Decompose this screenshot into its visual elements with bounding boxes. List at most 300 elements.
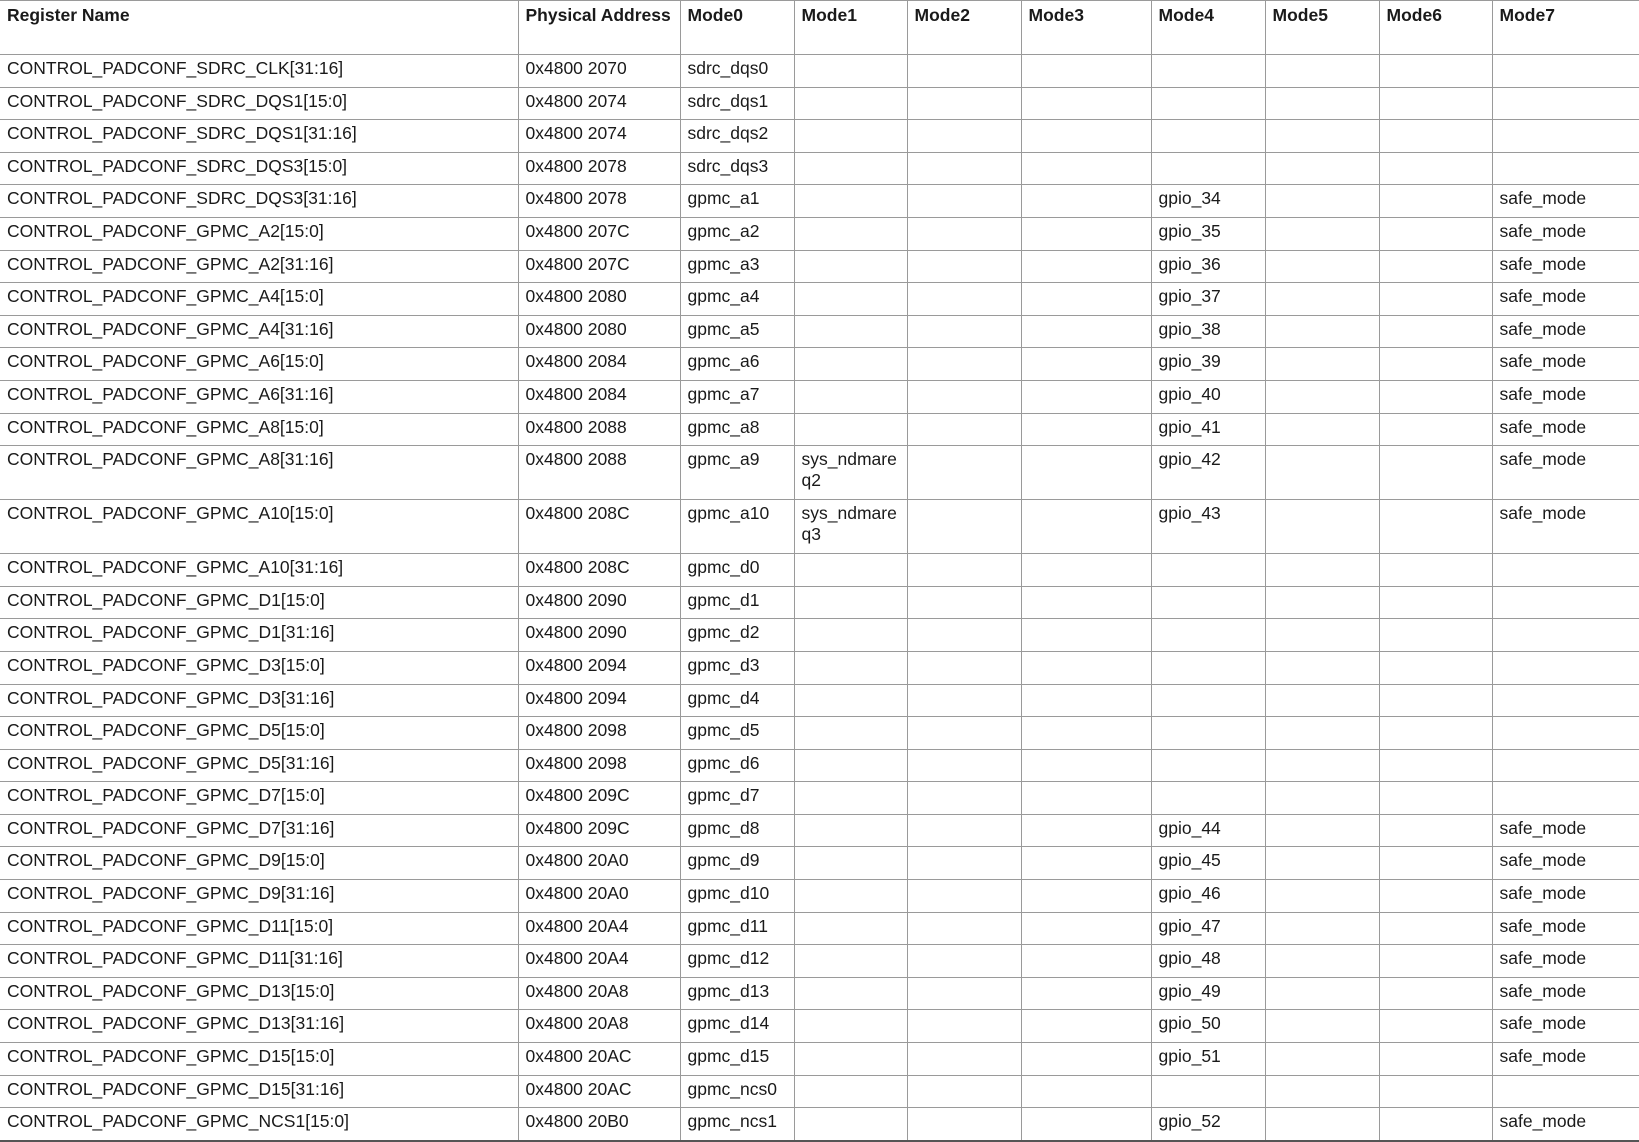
mode6-cell [1379,87,1492,120]
mode4-cell [1151,717,1265,750]
mode1-cell [794,152,907,185]
physical-address-cell: 0x4800 20A4 [518,945,680,978]
mode2-cell [907,1010,1021,1043]
table-row [0,880,1639,913]
mode2-cell [907,717,1021,750]
mode4-cell: gpio_44 [1151,814,1265,847]
physical-address-cell: 0x4800 2094 [518,651,680,684]
register-name-cell: CONTROL_PADCONF_SDRC_DQS1[31:16] [0,120,518,153]
register-name-cell: CONTROL_PADCONF_GPMC_D15[31:16] [0,1075,518,1108]
mode3-cell [1021,554,1151,587]
mode1-cell [794,1075,907,1108]
mode2-cell [907,1043,1021,1076]
register-name-cell: CONTROL_PADCONF_GPMC_A4[31:16] [0,315,518,348]
table-row [0,348,1639,381]
register-name-cell: CONTROL_PADCONF_GPMC_A8[15:0] [0,413,518,446]
mode0-cell: gpmc_d0 [680,554,794,587]
table-row [0,1075,1639,1108]
register-name-cell: CONTROL_PADCONF_GPMC_D7[31:16] [0,814,518,847]
mode2-cell [907,380,1021,413]
mode2-cell [907,847,1021,880]
mode7-cell [1492,717,1639,750]
table-row [0,977,1639,1010]
register-name-cell: CONTROL_PADCONF_GPMC_D11[15:0] [0,912,518,945]
mode2-cell [907,413,1021,446]
register-name-cell: CONTROL_PADCONF_GPMC_D5[15:0] [0,717,518,750]
mode3-cell [1021,912,1151,945]
mode1-cell [794,782,907,815]
mode7-cell: safe_mode [1492,446,1639,500]
mode1-cell [794,413,907,446]
mode0-cell: gpmc_d12 [680,945,794,978]
physical-address-cell: 0x4800 207C [518,217,680,250]
mode7-cell: safe_mode [1492,814,1639,847]
mode4-cell: gpio_37 [1151,283,1265,316]
mode0-cell: gpmc_a5 [680,315,794,348]
physical-address-cell: 0x4800 20A8 [518,977,680,1010]
physical-address-cell: 0x4800 20B0 [518,1108,680,1141]
register-name-cell: CONTROL_PADCONF_SDRC_DQS1[15:0] [0,87,518,120]
mode2-cell [907,912,1021,945]
mode7-cell [1492,684,1639,717]
mode3-cell [1021,446,1151,500]
mode2-cell [907,348,1021,381]
mode5-cell [1265,749,1379,782]
mode7-cell [1492,782,1639,815]
register-name-cell: CONTROL_PADCONF_GPMC_D5[31:16] [0,749,518,782]
mode6-cell [1379,500,1492,554]
mode6-cell [1379,977,1492,1010]
mode7-cell [1492,55,1639,88]
mode4-cell [1151,684,1265,717]
mode4-cell: gpio_35 [1151,217,1265,250]
mode0-cell: gpmc_d2 [680,619,794,652]
mode4-cell [1151,55,1265,88]
table-row [0,717,1639,750]
mode3-cell [1021,217,1151,250]
mode7-cell [1492,554,1639,587]
header-mode4: Mode4 [1151,1,1265,55]
mode1-cell [794,217,907,250]
physical-address-cell: 0x4800 2098 [518,749,680,782]
mode5-cell [1265,554,1379,587]
mode7-cell [1492,152,1639,185]
mode4-cell [1151,152,1265,185]
register-name-cell: CONTROL_PADCONF_GPMC_D15[15:0] [0,1043,518,1076]
mode7-cell: safe_mode [1492,315,1639,348]
mode3-cell [1021,619,1151,652]
mode1-cell: sys_ndmareq3 [794,500,907,554]
mode2-cell [907,283,1021,316]
physical-address-cell: 0x4800 2074 [518,120,680,153]
mode6-cell [1379,1010,1492,1043]
mode1-cell [794,1043,907,1076]
mode5-cell [1265,500,1379,554]
mode1-cell [794,945,907,978]
mode5-cell [1265,814,1379,847]
mode5-cell [1265,1043,1379,1076]
mode0-cell: gpmc_a4 [680,283,794,316]
mode7-cell: safe_mode [1492,847,1639,880]
mode0-cell: gpmc_a7 [680,380,794,413]
table-row [0,847,1639,880]
mode3-cell [1021,651,1151,684]
mode1-cell [794,185,907,218]
mode5-cell [1265,1075,1379,1108]
mode4-cell: gpio_49 [1151,977,1265,1010]
mode1-cell [794,880,907,913]
mode5-cell [1265,651,1379,684]
mode1-cell [794,619,907,652]
mode4-cell: gpio_41 [1151,413,1265,446]
mode3-cell [1021,380,1151,413]
mode2-cell [907,120,1021,153]
table-row [0,1010,1639,1043]
register-name-cell: CONTROL_PADCONF_SDRC_DQS3[31:16] [0,185,518,218]
mode7-cell: safe_mode [1492,500,1639,554]
mode0-cell: gpmc_ncs1 [680,1108,794,1141]
table-header [0,1,1639,55]
mode1-cell [794,651,907,684]
mode7-cell: safe_mode [1492,250,1639,283]
mode4-cell: gpio_34 [1151,185,1265,218]
mode4-cell: gpio_46 [1151,880,1265,913]
mode6-cell [1379,945,1492,978]
mode3-cell [1021,152,1151,185]
mode5-cell [1265,684,1379,717]
mode0-cell: sdrc_dqs3 [680,152,794,185]
mode1-cell [794,749,907,782]
mode0-cell: sdrc_dqs1 [680,87,794,120]
mode0-cell: gpmc_a9 [680,446,794,500]
register-name-cell: CONTROL_PADCONF_GPMC_D3[15:0] [0,651,518,684]
mode6-cell [1379,651,1492,684]
mode1-cell [794,912,907,945]
mode4-cell: gpio_39 [1151,348,1265,381]
mode0-cell: gpmc_d5 [680,717,794,750]
mode3-cell [1021,120,1151,153]
mode4-cell: gpio_52 [1151,1108,1265,1141]
mode3-cell [1021,315,1151,348]
mode2-cell [907,185,1021,218]
mode3-cell [1021,717,1151,750]
mode5-cell [1265,185,1379,218]
mode6-cell [1379,586,1492,619]
mode5-cell [1265,912,1379,945]
mode7-cell: safe_mode [1492,945,1639,978]
mode6-cell [1379,1043,1492,1076]
mode4-cell: gpio_36 [1151,250,1265,283]
mode6-cell [1379,446,1492,500]
mode6-cell [1379,152,1492,185]
mode1-cell [794,87,907,120]
table-row [0,619,1639,652]
mode2-cell [907,554,1021,587]
mode5-cell [1265,348,1379,381]
mode6-cell [1379,348,1492,381]
register-name-cell: CONTROL_PADCONF_GPMC_A2[31:16] [0,250,518,283]
mode4-cell [1151,120,1265,153]
mode4-cell: gpio_47 [1151,912,1265,945]
mode2-cell [907,880,1021,913]
table-row [0,554,1639,587]
register-name-cell: CONTROL_PADCONF_GPMC_A6[15:0] [0,348,518,381]
table-row [0,315,1639,348]
mode4-cell [1151,554,1265,587]
mode2-cell [907,619,1021,652]
mode3-cell [1021,847,1151,880]
mode0-cell: gpmc_a6 [680,348,794,381]
table-row [0,1043,1639,1076]
mode6-cell [1379,315,1492,348]
mode7-cell: safe_mode [1492,283,1639,316]
mode0-cell: gpmc_a8 [680,413,794,446]
register-name-cell: CONTROL_PADCONF_GPMC_D9[31:16] [0,880,518,913]
physical-address-cell: 0x4800 20A0 [518,880,680,913]
mode0-cell: gpmc_d9 [680,847,794,880]
mode6-cell [1379,880,1492,913]
physical-address-cell: 0x4800 2088 [518,413,680,446]
mode4-cell [1151,586,1265,619]
table-row [0,87,1639,120]
table-body [0,55,1639,1141]
mode2-cell [907,945,1021,978]
mode3-cell [1021,1108,1151,1141]
mode0-cell: gpmc_ncs0 [680,1075,794,1108]
table-row [0,283,1639,316]
mode6-cell [1379,619,1492,652]
physical-address-cell: 0x4800 20A4 [518,912,680,945]
register-name-cell: CONTROL_PADCONF_GPMC_A10[31:16] [0,554,518,587]
mode7-cell [1492,651,1639,684]
register-name-cell: CONTROL_PADCONF_GPMC_A8[31:16] [0,446,518,500]
mode2-cell [907,250,1021,283]
mode5-cell [1265,1108,1379,1141]
mode0-cell: gpmc_d11 [680,912,794,945]
mode5-cell [1265,847,1379,880]
mode2-cell [907,1108,1021,1141]
mode3-cell [1021,250,1151,283]
mode6-cell [1379,847,1492,880]
mode3-cell [1021,55,1151,88]
mode1-cell [794,380,907,413]
physical-address-cell: 0x4800 209C [518,782,680,815]
physical-address-cell: 0x4800 208C [518,500,680,554]
mode4-cell: gpio_51 [1151,1043,1265,1076]
mode2-cell [907,87,1021,120]
mode5-cell [1265,413,1379,446]
mode3-cell [1021,1043,1151,1076]
mode1-cell [794,348,907,381]
physical-address-cell: 0x4800 2084 [518,348,680,381]
physical-address-cell: 0x4800 208C [518,554,680,587]
mode2-cell [907,782,1021,815]
mode5-cell [1265,880,1379,913]
mode4-cell: gpio_50 [1151,1010,1265,1043]
header-row [0,1,1639,55]
physical-address-cell: 0x4800 20A8 [518,1010,680,1043]
mode3-cell [1021,586,1151,619]
mode7-cell: safe_mode [1492,217,1639,250]
table-row [0,500,1639,554]
mode5-cell [1265,55,1379,88]
mode1-cell [794,554,907,587]
mode3-cell [1021,945,1151,978]
mode6-cell [1379,717,1492,750]
mode3-cell [1021,814,1151,847]
mode5-cell [1265,120,1379,153]
mode6-cell [1379,120,1492,153]
mode5-cell [1265,782,1379,815]
register-name-cell: CONTROL_PADCONF_GPMC_A2[15:0] [0,217,518,250]
mode3-cell [1021,87,1151,120]
mode4-cell [1151,782,1265,815]
mode4-cell: gpio_43 [1151,500,1265,554]
table-row [0,217,1639,250]
mode0-cell: gpmc_d13 [680,977,794,1010]
table-row [0,152,1639,185]
table-row [0,55,1639,88]
mode1-cell [794,283,907,316]
table-row [0,446,1639,500]
physical-address-cell: 0x4800 2078 [518,185,680,218]
mode5-cell [1265,283,1379,316]
table-row [0,586,1639,619]
mode7-cell [1492,87,1639,120]
mode5-cell [1265,217,1379,250]
header-physical-address: Physical Address [518,1,680,55]
mode2-cell [907,814,1021,847]
physical-address-cell: 0x4800 2098 [518,717,680,750]
mode6-cell [1379,684,1492,717]
mode4-cell: gpio_40 [1151,380,1265,413]
physical-address-cell: 0x4800 2090 [518,619,680,652]
mode4-cell [1151,619,1265,652]
mode2-cell [907,749,1021,782]
mode6-cell [1379,250,1492,283]
register-name-cell: CONTROL_PADCONF_GPMC_NCS1[15:0] [0,1108,518,1141]
table-row [0,749,1639,782]
mode0-cell: sdrc_dqs2 [680,120,794,153]
table-row [0,380,1639,413]
mode6-cell [1379,749,1492,782]
mode5-cell [1265,87,1379,120]
register-name-cell: CONTROL_PADCONF_GPMC_A6[31:16] [0,380,518,413]
mode6-cell [1379,55,1492,88]
header-mode0: Mode0 [680,1,794,55]
mode6-cell [1379,782,1492,815]
mode3-cell [1021,413,1151,446]
mode4-cell: gpio_48 [1151,945,1265,978]
physical-address-cell: 0x4800 20A0 [518,847,680,880]
mode7-cell [1492,619,1639,652]
mode2-cell [907,500,1021,554]
mode4-cell [1151,749,1265,782]
mode1-cell [794,717,907,750]
physical-address-cell: 0x4800 2078 [518,152,680,185]
mode2-cell [907,315,1021,348]
mode5-cell [1265,945,1379,978]
mode7-cell: safe_mode [1492,1010,1639,1043]
table-row [0,945,1639,978]
mode2-cell [907,977,1021,1010]
register-name-cell: CONTROL_PADCONF_GPMC_D3[31:16] [0,684,518,717]
register-name-cell: CONTROL_PADCONF_GPMC_D7[15:0] [0,782,518,815]
mode3-cell [1021,684,1151,717]
mode5-cell [1265,380,1379,413]
mode1-cell: sys_ndmareq2 [794,446,907,500]
mode1-cell [794,120,907,153]
mode6-cell [1379,283,1492,316]
physical-address-cell: 0x4800 207C [518,250,680,283]
mode6-cell [1379,1075,1492,1108]
mode2-cell [907,446,1021,500]
mode7-cell [1492,586,1639,619]
mode5-cell [1265,446,1379,500]
mode4-cell: gpio_38 [1151,315,1265,348]
mode2-cell [907,651,1021,684]
register-name-cell: CONTROL_PADCONF_GPMC_D1[15:0] [0,586,518,619]
table-row [0,120,1639,153]
mode3-cell [1021,348,1151,381]
mode7-cell [1492,1075,1639,1108]
mode7-cell: safe_mode [1492,413,1639,446]
mode6-cell [1379,185,1492,218]
physical-address-cell: 0x4800 2084 [518,380,680,413]
mode4-cell [1151,1075,1265,1108]
mode5-cell [1265,1010,1379,1043]
mode2-cell [907,684,1021,717]
table-row [0,413,1639,446]
mode1-cell [794,684,907,717]
mode1-cell [794,1108,907,1141]
mode7-cell: safe_mode [1492,912,1639,945]
mode7-cell: safe_mode [1492,880,1639,913]
table-row [0,185,1639,218]
mode3-cell [1021,1075,1151,1108]
mode4-cell: gpio_45 [1151,847,1265,880]
mode0-cell: gpmc_d6 [680,749,794,782]
mode4-cell: gpio_42 [1151,446,1265,500]
mode0-cell: gpmc_d3 [680,651,794,684]
table-row [0,250,1639,283]
mode0-cell: gpmc_a2 [680,217,794,250]
mode2-cell [907,586,1021,619]
mode3-cell [1021,500,1151,554]
mode5-cell [1265,315,1379,348]
mode1-cell [794,250,907,283]
mode7-cell: safe_mode [1492,380,1639,413]
header-register-name: Register Name [0,1,518,55]
physical-address-cell: 0x4800 2088 [518,446,680,500]
mode5-cell [1265,152,1379,185]
mode3-cell [1021,782,1151,815]
physical-address-cell: 0x4800 2080 [518,315,680,348]
mode7-cell: safe_mode [1492,977,1639,1010]
mode3-cell [1021,977,1151,1010]
mode6-cell [1379,1108,1492,1141]
mode5-cell [1265,717,1379,750]
header-mode1: Mode1 [794,1,907,55]
mode0-cell: gpmc_a1 [680,185,794,218]
mode0-cell: gpmc_d8 [680,814,794,847]
mode3-cell [1021,185,1151,218]
mode3-cell [1021,749,1151,782]
mode2-cell [907,1075,1021,1108]
mode0-cell: gpmc_d15 [680,1043,794,1076]
physical-address-cell: 0x4800 2090 [518,586,680,619]
mode0-cell: gpmc_d7 [680,782,794,815]
